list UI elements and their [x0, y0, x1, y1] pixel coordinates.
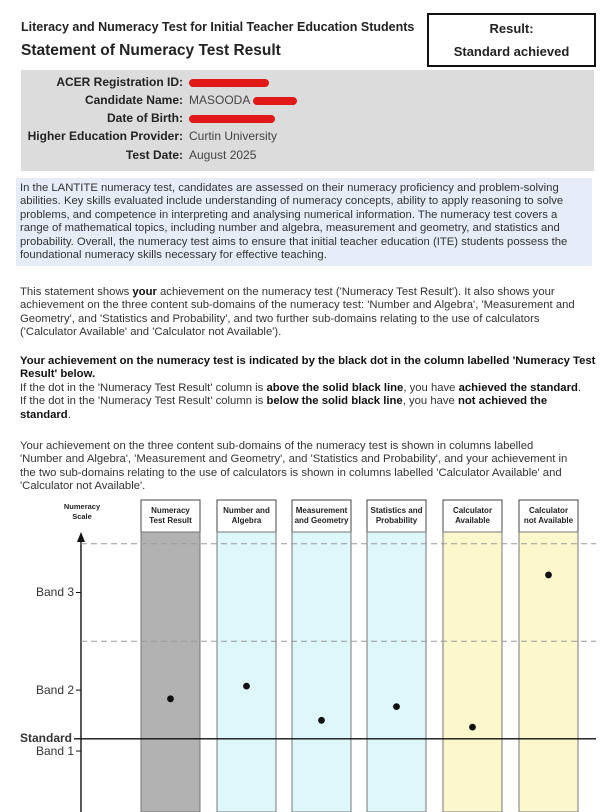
result-label: Result:	[489, 21, 534, 36]
column-label: Calculator Available	[452, 506, 493, 525]
text-bold: your	[132, 286, 157, 298]
text-span: , you have	[403, 381, 459, 394]
achievement-dot	[167, 695, 174, 702]
band-label: Band 2	[36, 683, 75, 698]
column-body	[367, 532, 426, 812]
info-line: In the LANTITE numeracy test, candidates are assessed on their numeracy proficiency and problem-solving	[20, 182, 559, 194]
info-line: problems, and competence in interpreting and analysing numerical information. The numeracy test covers a	[20, 208, 558, 221]
subdomain-line: 'Calculator not Available'.	[20, 480, 146, 493]
text-span: achievement on the numeracy test ('Numeracy Test Result'). It also shows your	[156, 286, 555, 298]
column-body	[217, 532, 276, 812]
text-span: This statement shows	[20, 286, 133, 298]
provider-value: Curtin University	[189, 129, 278, 143]
registration-label: ACER Registration ID:	[56, 75, 183, 89]
provider-label: Higher Education Provider:	[27, 129, 183, 143]
text-span: If the dot in the 'Numeracy Test Result' column is	[20, 395, 267, 408]
y-axis-arrow	[77, 532, 85, 542]
achievement-dot	[318, 717, 325, 724]
text-bold: below the solid black line	[266, 395, 403, 408]
text-bold: Your achievement on the numeracy test is indicated by the black dot in the column labelled 'Numeracy Test	[20, 355, 596, 367]
text-bold: above the solid black line	[266, 381, 404, 394]
dob-label: Date of Birth:	[107, 111, 183, 125]
name-label: Candidate Name:	[84, 93, 183, 107]
text-bold: achieved the standard	[458, 381, 578, 394]
column-body	[141, 532, 200, 812]
text-bold: Result' below.	[20, 368, 96, 381]
column-label: Numeracy Test Result	[149, 506, 192, 525]
result-value: Standard achieved	[453, 44, 570, 59]
info-line: abilities. Key skills evaluated include understanding of numeracy concepts, ability to apply reasoning to solve	[20, 195, 564, 208]
statement-line: ('Calculator Available' and 'Calculator not Available').	[20, 326, 282, 339]
text-bold: standard	[20, 408, 68, 421]
achievement-dot	[393, 703, 400, 710]
info-line: probability. Overall, the numeracy test aims to ensure that initial teacher education (ITE) students possess the	[20, 235, 568, 248]
test-date-value: August 2025	[189, 148, 257, 162]
column-body	[292, 532, 351, 812]
column-label: Calculator not Available	[523, 506, 574, 525]
text-span: , you have	[402, 395, 458, 408]
statement-line: achievement on the three content sub-domains of the numeracy test: 'Number and Algebra', 'Measurement and	[20, 299, 575, 312]
band-label: Band 3	[36, 585, 75, 600]
subdomain-line: 'Number and Algebra', 'Measurement and Geometry', and 'Statistics and Probability', and your achievement in	[20, 453, 568, 466]
name-value: MASOODA	[189, 93, 250, 107]
column-label: Measurement and Geometry	[294, 506, 349, 525]
text-span: .	[67, 408, 71, 421]
subdomain-line: Your achievement on the three content sub-domains of the numeracy test is shown in columns labelled	[20, 440, 534, 452]
column-label: Number and Algebra	[223, 506, 270, 525]
achievement-dot	[469, 724, 476, 731]
statement-title: Statement of Numeracy Test Result	[21, 42, 281, 59]
column-label: Statistics and Probability	[370, 506, 423, 525]
column-body	[443, 532, 502, 812]
document-title: Literacy and Numeracy Test for Initial Teacher Education Students	[21, 20, 415, 34]
standard-label: Standard	[20, 730, 73, 745]
statement-line: Geometry', and 'Statistics and Probability', and two further sub-domains relating to the use of calculators	[20, 312, 540, 325]
achievement-dot	[243, 683, 250, 690]
text-span: .	[577, 381, 582, 394]
info-line: foundational numeracy skills necessary for effective teaching.	[20, 248, 327, 261]
band-label: Band 1	[36, 744, 75, 759]
achievement-dot	[545, 572, 552, 579]
test-date-label: Test Date:	[125, 148, 183, 162]
subdomain-line: the two sub-domains relating to the use of calculators is shown in columns labelled 'Calculator Available' and	[20, 466, 562, 479]
text-span: If the dot in the 'Numeracy Test Result' column is	[20, 381, 267, 394]
info-line: range of mathematical topics, including number and algebra, measurement and geometry, and statistics and	[20, 222, 560, 235]
y-axis-label: Numeracy Scale	[63, 502, 101, 521]
text-bold: not achieved the	[457, 395, 548, 408]
